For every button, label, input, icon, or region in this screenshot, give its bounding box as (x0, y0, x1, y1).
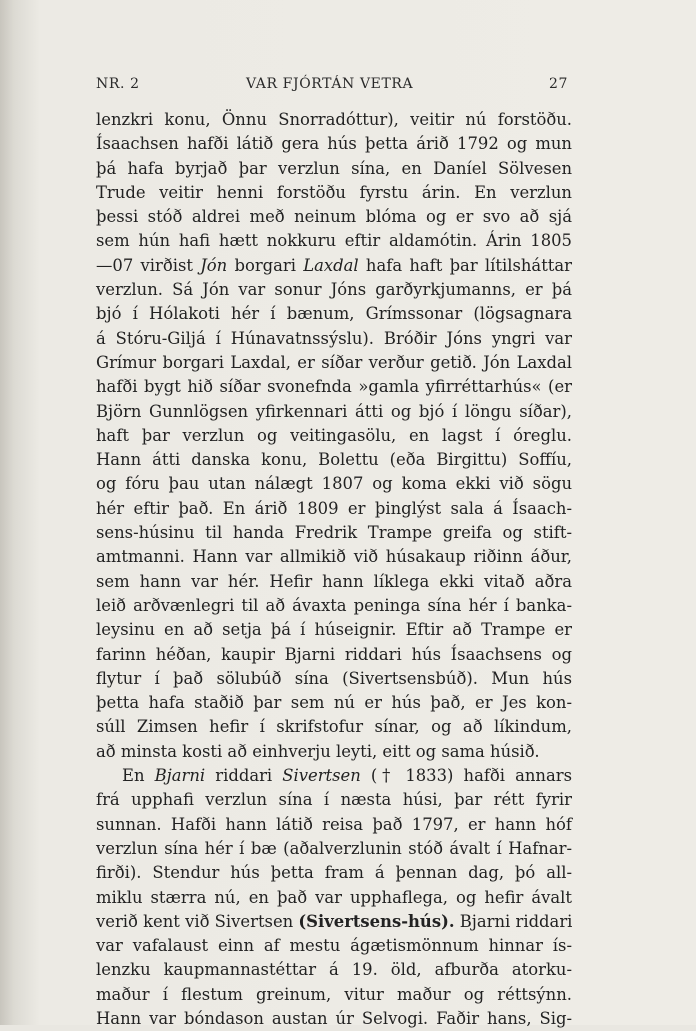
issue-number: NR. 2 (96, 76, 140, 92)
text-line: á Stóru-Giljá í Húnavatnssýslu). Bróðir Jóns yngri var (96, 328, 572, 348)
text-segment: († 1833) hafði annars (370, 766, 572, 786)
text-segment: hafa haft þar lítilsháttar (365, 255, 572, 275)
text-line: Björn Gunnlögsen yfirkennari átti og bjó í löngu síðar), (96, 401, 572, 421)
text-line: farinn héðan, kaupir Bjarni riddari hús Ísaachsens og (96, 644, 572, 664)
text-line: þá hafa byrjað þar verzlun sína, en Daníel Sölvesen (96, 158, 572, 178)
text-line: bjó í Hólakoti hér í bænum, Grímssonar (lögsagnara (96, 304, 572, 324)
text-segment: En (122, 766, 145, 786)
text-segment: verið kent við Sivertsen (96, 911, 294, 931)
italic-name: Sivertsen (282, 766, 361, 786)
text-line: verzlun sína hér í bæ (aðalverzlunin stóð ávalt í Hafnar- (96, 838, 572, 858)
text-line (96, 764, 572, 788)
italic-name: Jón (200, 255, 228, 275)
text-line: Hann var bóndason austan úr Selvogi. Faðir hans, Sig- (96, 1008, 572, 1028)
text-segment: —07 virðist (96, 255, 193, 275)
text-line: sem hún hafi hætt nokkuru eftir aldamótin. Árin 1805 (96, 231, 572, 251)
text-line: að minsta kosti að einhverju leyti, eitt og sama húsið. (96, 741, 540, 761)
page-number: 27 (548, 76, 568, 92)
text-line: frá upphafi verzlun sína í næsta húsi, þar rétt fyrir (96, 790, 572, 810)
text-line: þetta hafa staðið þar sem nú er hús það, er Jes kon- (96, 693, 572, 713)
text-segment: riddari (215, 766, 273, 786)
text-line: sunnan. Hafði hann látið reisa það 1797, er hann hóf (96, 814, 572, 834)
text-line: verzlun. Sá Jón var sonur Jóns garðyrkjumanns, er þá (96, 280, 572, 300)
text-line: maður í flestum greinum, vitur maður og réttsýnn. (96, 984, 572, 1004)
italic-name: Bjarni (154, 766, 206, 786)
running-title: VAR FJÓRTÁN VETRA (246, 76, 414, 92)
text-line: amtmanni. Hann var allmikið við húsakaup riðinn áður, (96, 547, 572, 567)
text-line: Ísaachsen hafði látið gera hús þetta árið 1792 og mun (96, 134, 572, 154)
italic-name: Laxdal (303, 255, 359, 275)
text-segment: borgari (234, 255, 296, 275)
bold-name: (Sivertsens-hús). (298, 911, 455, 931)
running-header (96, 76, 568, 92)
text-line: Trude veitir henni forstöðu fyrstu árin. En verzlun (96, 182, 572, 202)
text-line: Grímur borgari Laxdal, er síðar verður getið. Jón Laxdal (96, 352, 572, 372)
text-line: lenzku kaupmannastéttar á 19. öld, afburða atorku- (96, 960, 572, 980)
text-line (96, 910, 572, 934)
text-line: lenzkri konu, Önnu Snorradóttur), veitir nú forstöðu. (96, 110, 572, 129)
text-line: leysinu en að setja þá í húseignir. Eftir að Trampe er (96, 620, 572, 640)
text-segment: Bjarni riddari (459, 911, 573, 931)
text-line: firði). Stendur hús þetta fram á þennan dag, þó all- (96, 863, 572, 883)
text-line: hafði bygt hið síðar svonefnda »gamla yfirréttarhús« (er (96, 377, 572, 397)
text-line (96, 254, 572, 278)
text-line: var vafalaust einn af mestu ágætismönnum hinnar ís- (96, 936, 572, 956)
text-line: flytur í það sölubúð sína (Sivertsensbúð). Mun hús (96, 668, 572, 688)
text-line: sens-húsinu til handa Fredrik Trampe greifa og stift- (96, 523, 572, 543)
body-text (96, 108, 572, 1031)
text-line: þessi stóð aldrei með neinum blóma og er svo að sjá (96, 207, 572, 227)
text-line: leið arðvænlegri til að ávaxta peninga sína hér í banka- (96, 595, 572, 615)
text-line: Hann átti danska konu, Bolettu (eða Birgittu) Soffíu, (96, 450, 572, 470)
text-line: sem hann var hér. Hefir hann líklega ekki vitað aðra (96, 571, 572, 591)
text-line: súll Zimsen hefir í skrifstofur sínar, og að líkindum, (96, 717, 572, 737)
text-line: miklu stærra nú, en það var upphaflega, og hefir ávalt (96, 887, 572, 907)
text-line: hér eftir það. En árið 1809 er þinglýst sala á Ísaach- (96, 498, 572, 518)
text-line: og fóru þau utan nálægt 1807 og koma ekki við sögu (96, 474, 572, 494)
text-line: haft þar verzlun og veitingasölu, en lagst í óreglu. (96, 425, 572, 445)
